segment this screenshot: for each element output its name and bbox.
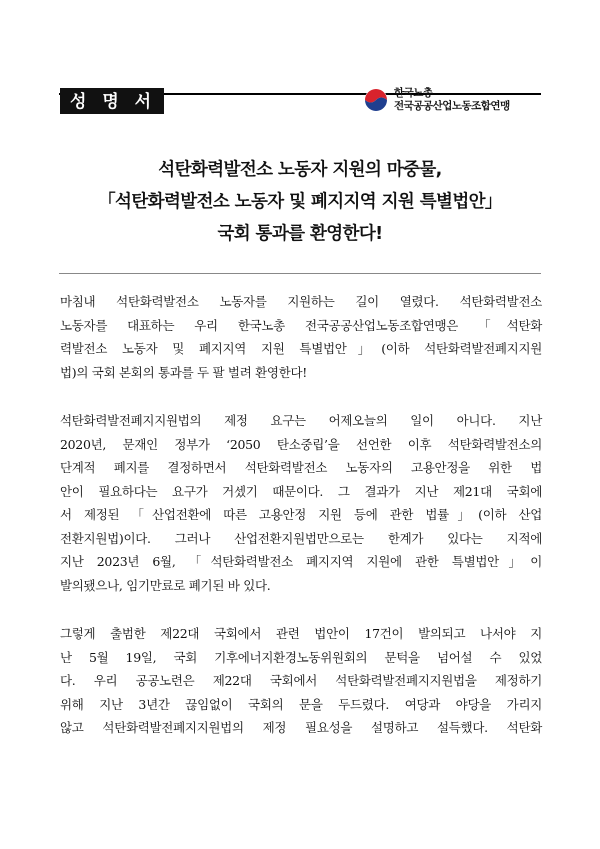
organization-name <box>394 87 510 113</box>
document-type-label: 성 명 서 <box>60 88 164 114</box>
title-line-1: 석탄화력발전소 노동자 지원의 마중물, <box>158 160 442 180</box>
title-line-3: 국회 통과를 환영한다! <box>217 224 383 244</box>
body-line: 노동자를 대표하는 우리 한국노총 전국공공산업노동조합연맹은 「석탄화 <box>60 317 542 333</box>
title-divider <box>59 273 541 274</box>
body-line: 석탄화력발전폐지지원법의 제정 요구는 어제오늘의 일이 아니다. 지난 <box>60 413 542 428</box>
body-line: 안이 필요하다는 요구가 거셌기 때문이다. 그 결과가 지난 제21대 국회에 <box>60 483 542 499</box>
body-line: 력발전소 노동자 및 폐지지역 지원 특별법안」(이하 석탄화력발전폐지지원 <box>60 341 542 356</box>
organization-name-line2: 전국공공산업노동조합연맹 <box>394 100 510 112</box>
body-line: 그렇게 출범한 제22대 국회에서 관련 법안이 17건이 발의되고 나서야 지 <box>60 626 542 641</box>
body-line: 지난 2023년 6월, 「석탄화력발전소 폐지지역 지원에 관한 특별법안」이 <box>60 554 542 569</box>
body-line: 단계적 폐지를 결정하면서 석탄화력발전소 노동자의 고용안정을 위한 법 <box>60 460 542 475</box>
statement-body <box>60 290 542 765</box>
body-line: 발의됐으나, 임기만료로 폐기된 바 있다. <box>60 577 271 593</box>
federation-logo-icon <box>364 88 388 112</box>
title-line-2: 「석탄화력발전소 노동자 및 폐지지역 지원 특별법안」 <box>98 192 502 212</box>
body-line: 법)의 국회 본회의 통과를 두 팔 벌려 환영한다! <box>60 364 307 380</box>
statement-title <box>60 154 540 250</box>
body-line: 위해 지난 3년간 끊임없이 국회의 문을 두드렸다. 여당과 야당을 가리지 <box>60 696 542 712</box>
body-line: 않고 석탄화력발전폐지지원법의 제정 필요성을 설명하고 설득했다. 석탄화 <box>60 720 542 735</box>
paragraph-3 <box>60 622 542 740</box>
organization-name-line1: 한국노총 <box>394 87 433 99</box>
paragraph-2 <box>60 409 542 597</box>
body-line: 2020년, 문재인 정부가 ‘2050 탄소중립’을 선언한 이후 석탄화력발전소의 <box>60 436 542 452</box>
paragraph-1 <box>60 290 542 384</box>
body-line: 서 제정된 「산업전환에 따른 고용안정 지원 등에 관한 법률」(이하 산업 <box>60 507 542 522</box>
body-line: 난 5월 19일, 국회 기후에너지환경노동위원회의 문턱을 넘어설 수 있었 <box>60 649 542 665</box>
body-line: 전환지원법)이다. 그러나 산업전환지원법만으로는 한계가 있다는 지적에 <box>60 530 542 546</box>
body-line: 마침내 석탄화력발전소 노동자를 지원하는 길이 열렸다. 석탄화력발전소 <box>60 294 542 309</box>
body-line: 다. 우리 공공노련은 제22대 국회에서 석탄화력발전폐지지원법을 제정하기 <box>60 673 542 688</box>
